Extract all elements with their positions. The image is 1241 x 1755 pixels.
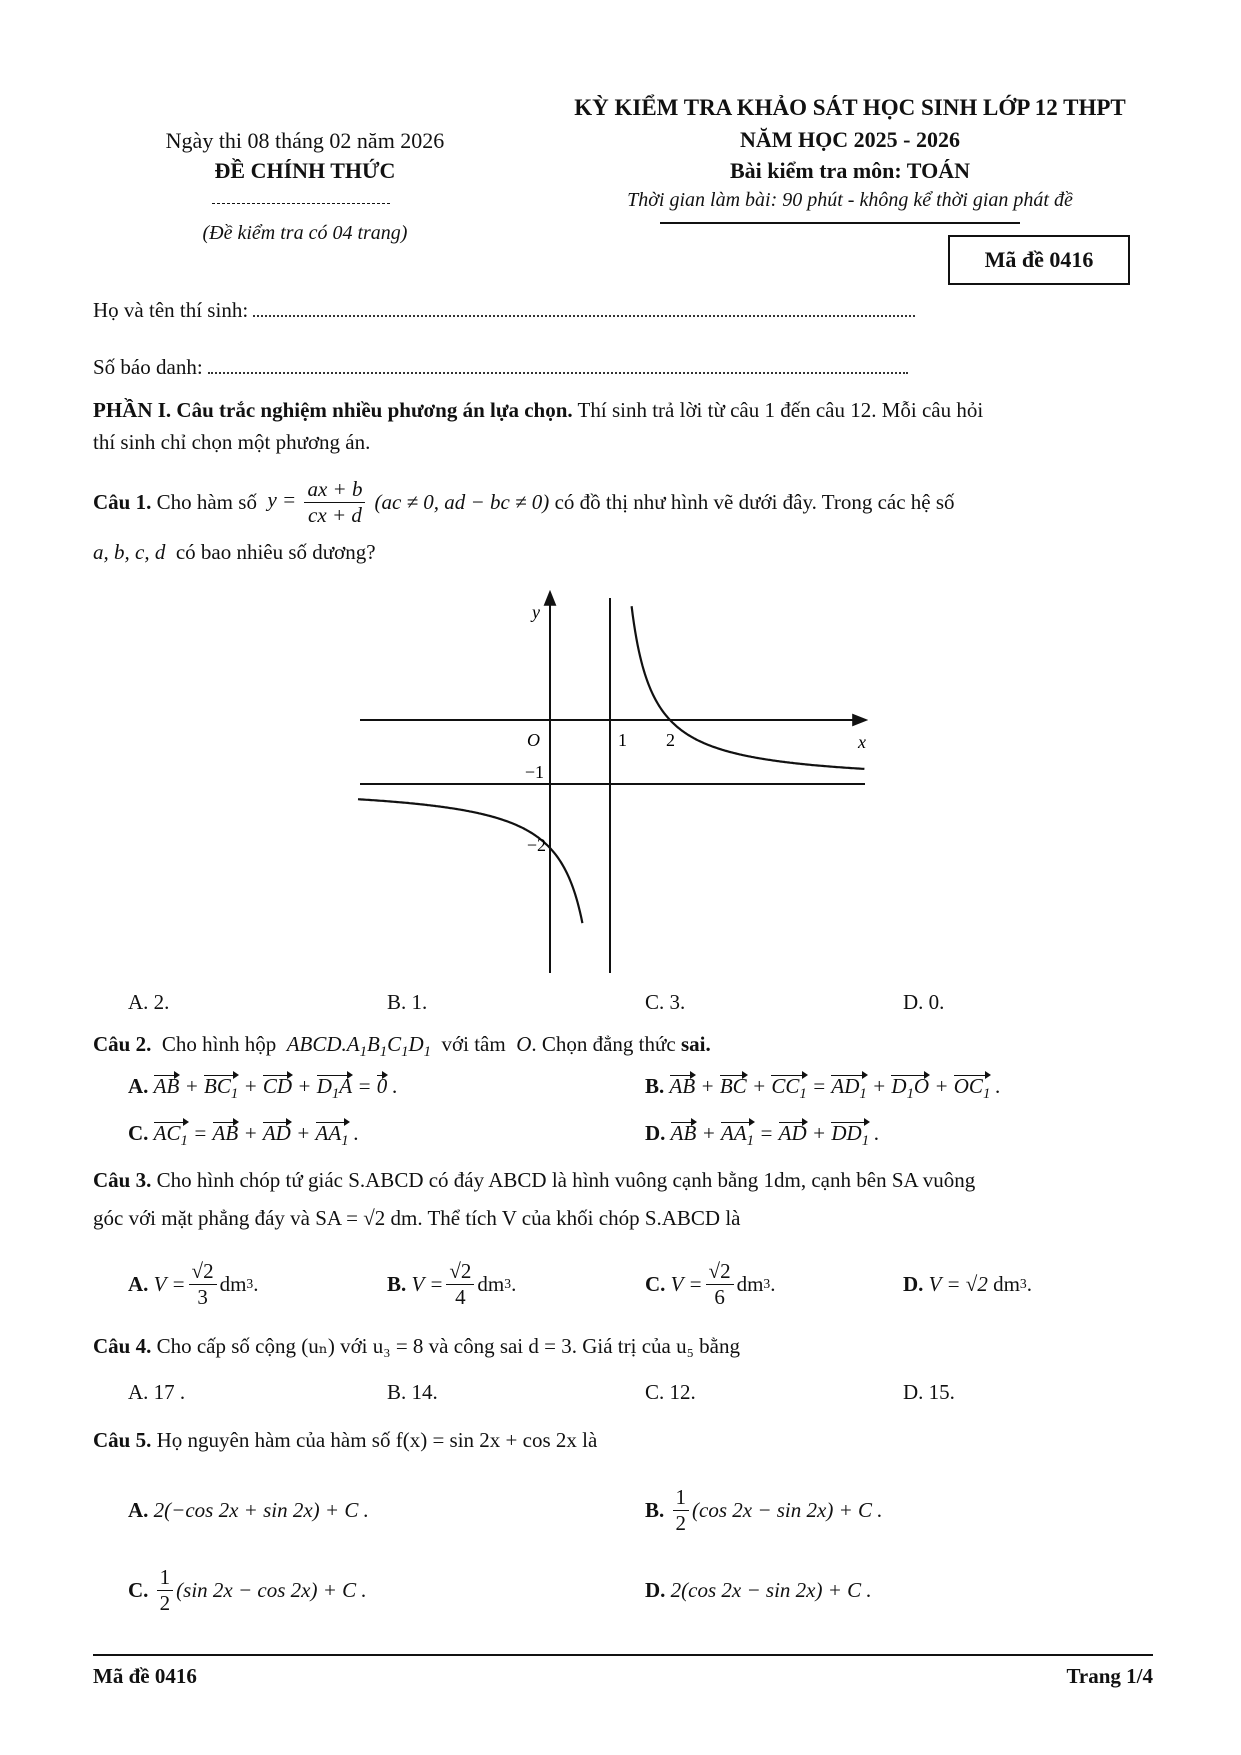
q3-line1: Cho hình chóp tứ giác S.ABCD có đáy ABCD là hình vuông cạnh bằng 1dm, cạnh bên SA vuông [156,1168,976,1192]
q1-text-b: có đồ thị như hình vẽ dưới đây. Trong các hệ số [554,489,955,514]
origin-label: O [527,730,540,750]
header-divider [212,203,390,204]
q5-option-a[interactable]: A. 2(−cos 2x + sin 2x) + C . [128,1497,369,1522]
part1-instruction-2: thí sinh chỉ chọn một phương án. [93,430,371,454]
time-note: Thời gian làm bài: 90 phút - không kể thời gian phát đề [627,189,1073,211]
q3-option-b[interactable]: B. V = $\frac{√2}{4}$ dm 3 . [387,1259,517,1309]
q4-option-c[interactable]: C. 12. [645,1380,696,1404]
candidate-id-field[interactable] [208,372,908,374]
subject: Bài kiểm tra môn: TOÁN [730,158,970,183]
question-1-line1 [93,470,955,534]
y-axis-label: y [532,602,540,622]
question-5 [93,1428,597,1453]
candidate-id-label: Số báo danh: [93,355,203,379]
question-4 [93,1334,740,1359]
footer-page-number: Trang 1/4 [1066,1664,1153,1688]
exam-code-box: Mã đề 0416 [948,235,1130,285]
school-year: NĂM HỌC 2025 - 2026 [740,127,960,152]
question-1-line2 [93,540,376,565]
q2-text-d: sai. [680,1032,711,1056]
q2-text-c: . Chọn đẳng thức [531,1032,676,1056]
q5-text: Họ nguyên hàm của hàm số f(x) = sin 2x + cos 2x là [156,1428,598,1452]
time-underline [660,222,1020,224]
q4-option-b[interactable]: B. 14. [387,1380,438,1404]
q1-coefficients: a, b, c, d [93,540,166,564]
q2-option-c[interactable]: C. $AC_1$ = AB + AD + $AA_1$ . [128,1121,360,1150]
q2-text-a: Cho hình hộp [161,1032,277,1056]
q1-option-b[interactable]: B. 1. [387,990,428,1014]
pages-note: (Đề kiểm tra có 04 trang) [202,222,408,244]
footer-rule [93,1654,1153,1656]
q2-option-b[interactable]: B. AB + BC + $CC_1 = AD_1 + D_1O + OC_1$ . [645,1074,1001,1103]
question-3-line1 [93,1168,975,1193]
x-tick-2: 2 [666,730,675,750]
exam-date: Ngày thi 08 tháng 02 năm 2026 [165,128,445,153]
candidate-name-row [93,298,915,323]
question-2 [93,1032,711,1061]
q4-text: Cho cấp số cộng (uₙ) với u₃ = 8 và công sai d = 3. Giá trị của u₅ bằng [156,1334,741,1358]
q1-graph [350,588,870,973]
q2-center: O [516,1032,532,1056]
exam-title: KỲ KIỂM TRA KHẢO SÁT HỌC SINH LỚP 12 THPT [574,95,1126,120]
q3-line2: góc với mặt phẳng đáy và SA = √2 dm. Thể tích V của khối chóp S.ABCD là [93,1206,741,1230]
part1-instruction-1: Thí sinh trả lời từ câu 1 đến câu 12. Mỗi câu hỏi [572,398,984,422]
y-tick-minus-1: −1 [524,762,544,782]
q2-label: Câu 2. [93,1032,152,1056]
footer-exam-code: Mã đề 0416 [93,1664,197,1688]
q4-option-d[interactable]: D. 15. [903,1380,955,1404]
q2-text-b: với tâm [441,1032,506,1056]
q1-function: y = $\frac{ax + b}{cx + d}$ [267,477,368,526]
q1-option-c[interactable]: C. 3. [645,990,686,1014]
q5-option-d[interactable]: D. 2(cos 2x − sin 2x) + C . [645,1577,872,1602]
q5-label: Câu 5. [93,1428,152,1452]
q3-label: Câu 3. [93,1168,152,1192]
q4-label: Câu 4. [93,1334,152,1358]
q1-option-a[interactable]: A. 2. [128,990,170,1014]
candidate-name-label: Họ và tên thí sinh: [93,298,249,322]
graph-branch-left [358,799,582,923]
official-label: ĐỀ CHÍNH THỨC [214,158,396,183]
x-tick-1: 1 [618,730,627,750]
q3-option-d[interactable]: D. V = √2 dm 3 . [903,1271,1032,1296]
q2-solid: $ABCD.A_1B_1C_1D_1$ [286,1032,431,1061]
part1-title: PHẦN I. Câu trắc nghiệm nhiều phương án lựa chọn. [93,398,573,422]
q1-option-d[interactable]: D. 0. [903,990,945,1014]
x-axis-label: x [858,732,866,752]
part1-heading [93,398,983,423]
q1-label: Câu 1. [93,489,152,514]
q5-option-b[interactable]: B. $\frac{1}{2}$ (cos 2x − sin 2x) + C . [645,1485,883,1535]
q2-option-a[interactable]: A. AB + $BC_1$ + CD + $D_1A = 0$ . [128,1074,398,1103]
q5-option-c[interactable]: C. $\frac{1}{2}$ (sin 2x − cos 2x) + C . [128,1565,367,1615]
q2-option-d[interactable]: D. AB + $AA_1$ = AD + $DD_1$ . [645,1121,880,1150]
y-tick-minus-2: −2 [526,835,546,855]
q3-option-a[interactable]: A. V = $\frac{√2}{3}$ dm 3 . [128,1259,259,1309]
candidate-name-field[interactable] [253,315,915,317]
q1-condition: (ac ≠ 0, ad − bc ≠ 0) [374,489,550,514]
candidate-id-row [93,355,908,380]
q1-text-c: có bao nhiêu số dương? [175,540,376,564]
q3-option-c[interactable]: C. V = $\frac{√2}{6}$ dm 3 . [645,1259,776,1309]
q1-text-a: Cho hàm số [156,489,257,514]
q4-option-a[interactable]: A. 17 . [128,1380,186,1404]
